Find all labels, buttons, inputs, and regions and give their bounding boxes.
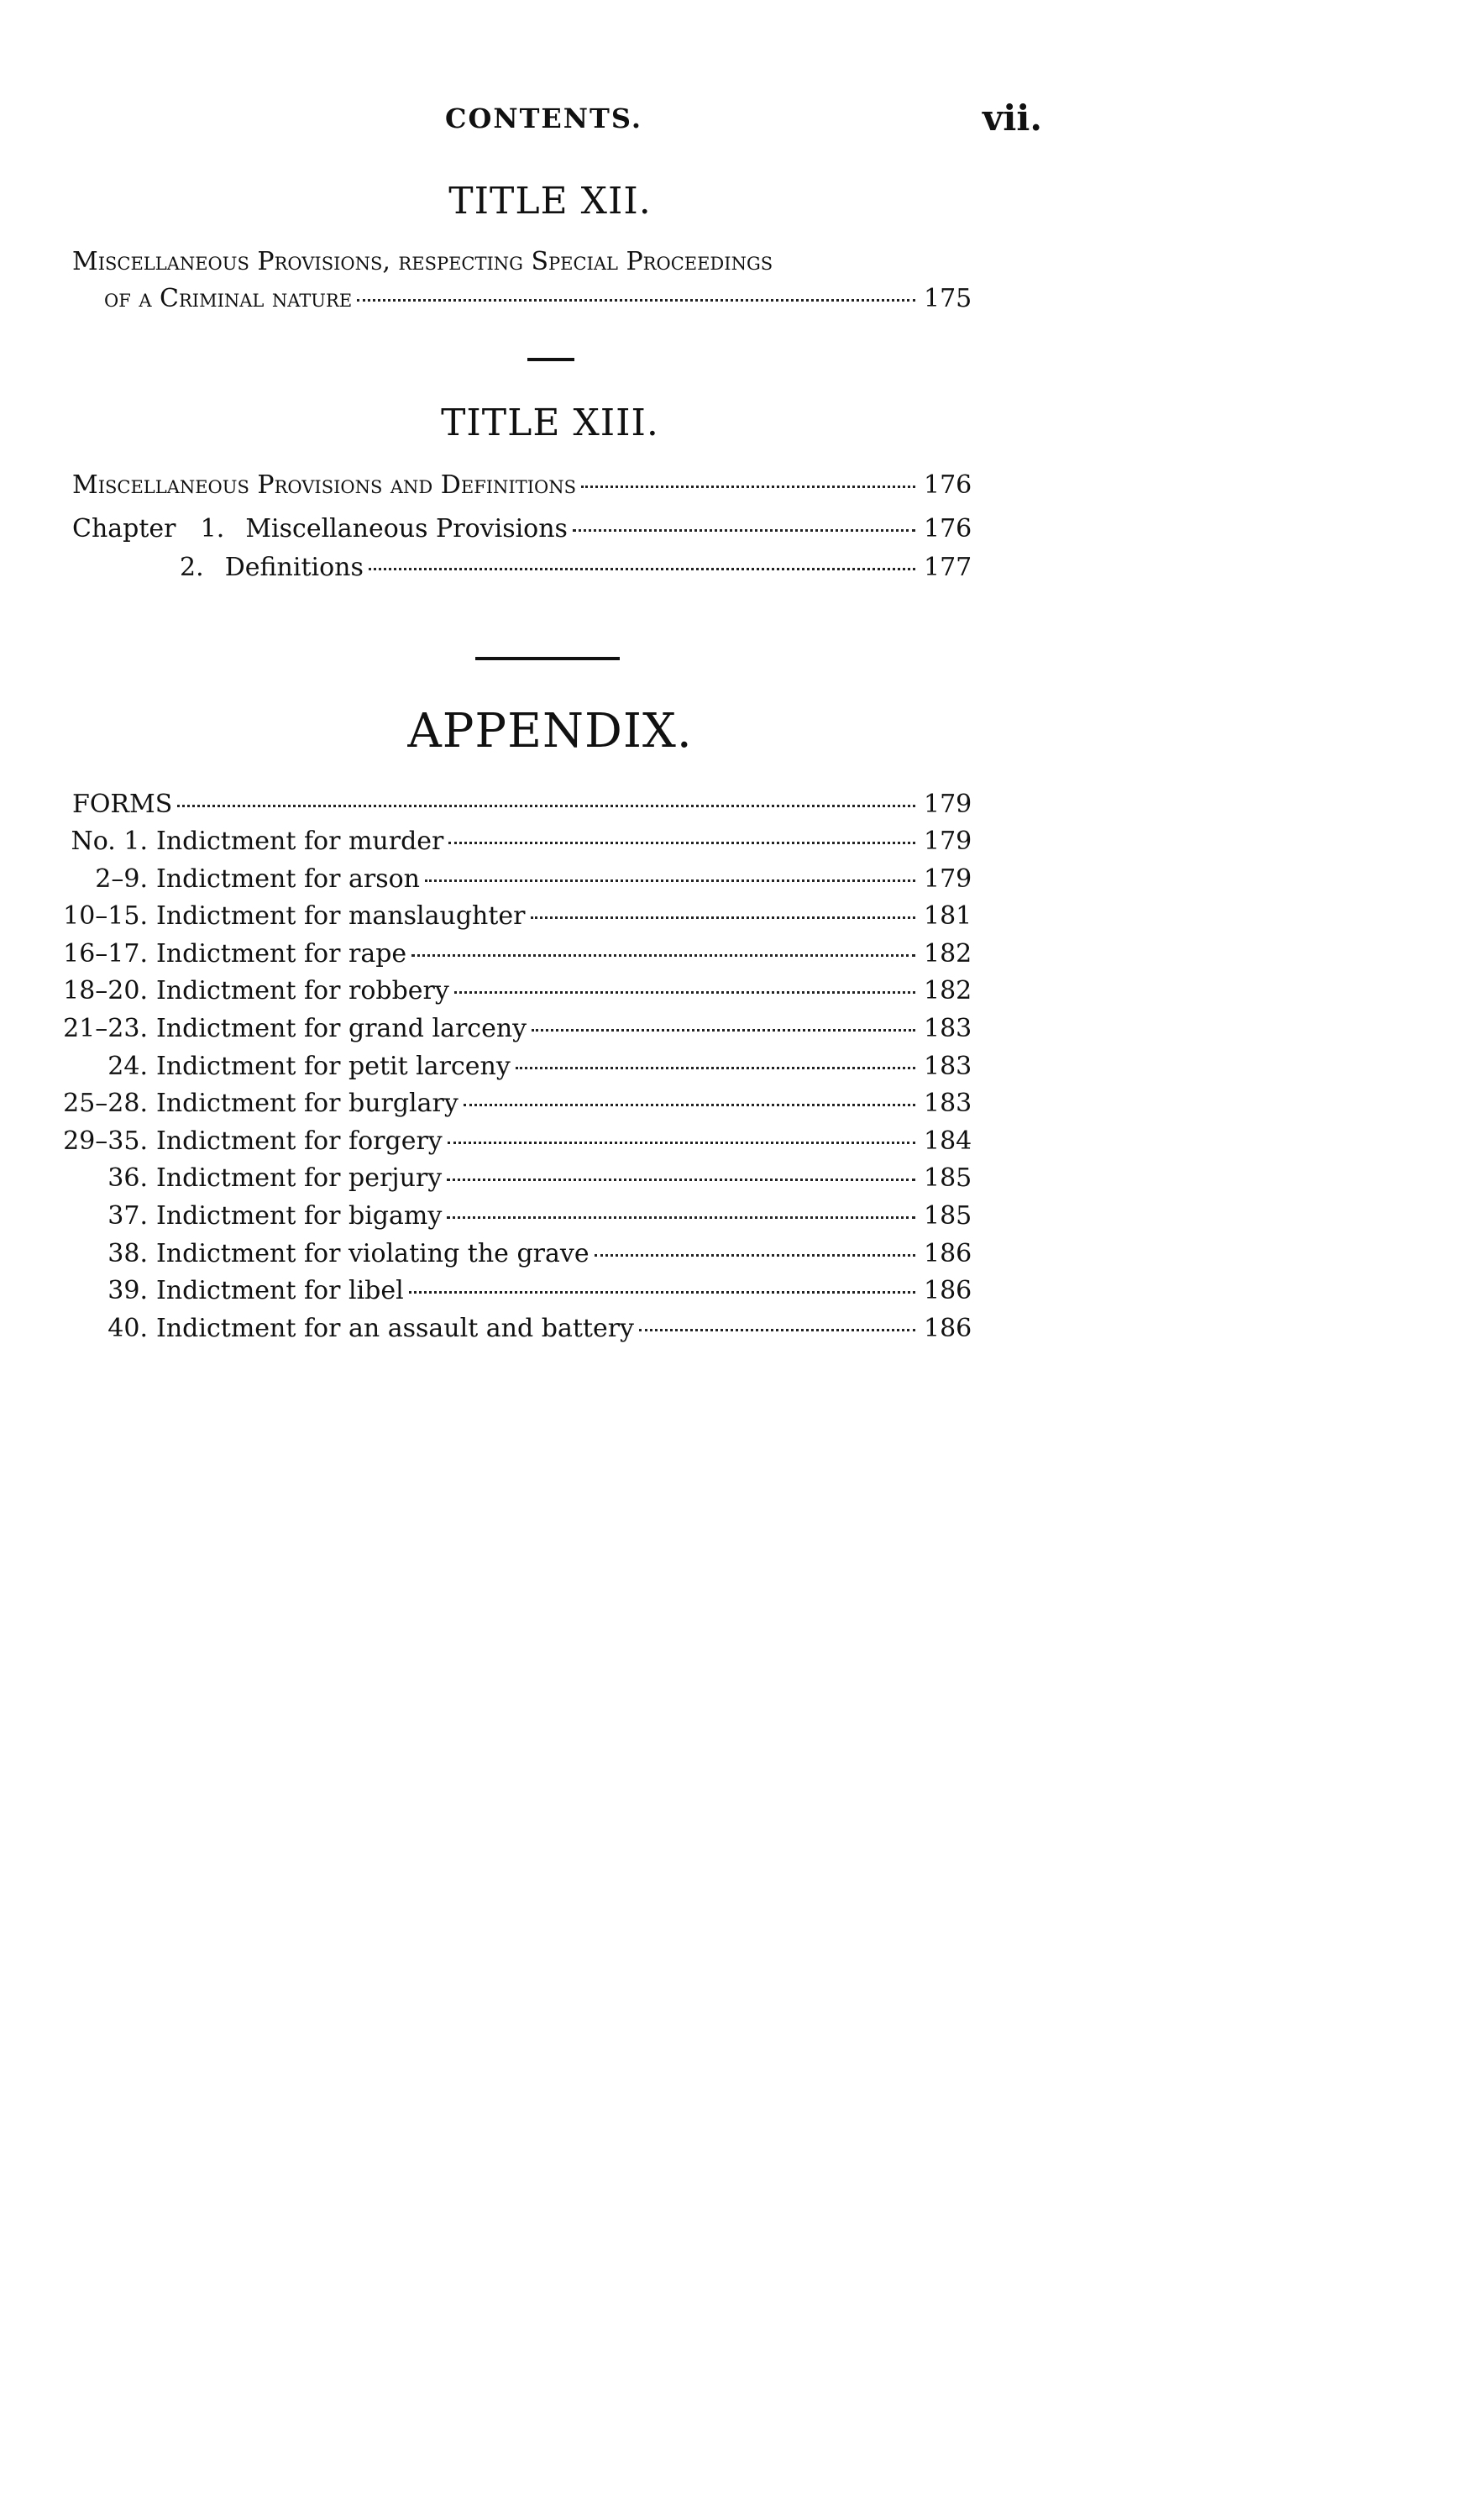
entry-number: 36. [107, 1163, 148, 1193]
title-xiii-heading: TITLE XIII. [441, 402, 659, 444]
toc-entry-page: 182 [924, 976, 972, 1005]
toc-entry-page: 186 [924, 1314, 972, 1343]
toc-entry-label: Indictment for libel [156, 1276, 404, 1305]
dot-leader [177, 805, 915, 807]
toc-entry-label: Indictment for arson [156, 864, 420, 894]
toc-entry-appendix[interactable] [0, 1012, 971, 1046]
entry-number: 40. [107, 1314, 148, 1343]
toc-entry-appendix[interactable] [0, 1312, 971, 1346]
toc-entry-label: Indictment for murder [156, 827, 444, 856]
toc-entry-page: 179 [924, 790, 972, 819]
entry-number: 21–23. [63, 1014, 148, 1043]
dot-leader [448, 842, 915, 844]
toc-entry-page: 177 [924, 553, 972, 582]
toc-entry-appendix[interactable] [0, 1087, 971, 1121]
dot-leader [531, 916, 915, 919]
toc-entry-label: Indictment for petit larceny [156, 1052, 511, 1081]
running-head-title: CONTENTS. [445, 102, 642, 134]
dot-leader [639, 1329, 915, 1331]
toc-entry-title-xiii[interactable] [72, 469, 971, 502]
toc-entry-page: 185 [924, 1163, 972, 1193]
toc-entry-label: Indictment for robbery [156, 976, 449, 1005]
dot-leader [409, 1291, 915, 1294]
toc-entry-page: 183 [924, 1052, 972, 1081]
toc-entry-appendix[interactable] [0, 1274, 971, 1308]
dot-leader [573, 529, 915, 532]
dot-leader [454, 991, 915, 994]
dot-leader [447, 1216, 915, 1219]
toc-entry-appendix[interactable] [0, 1162, 971, 1195]
toc-entry-title-xii[interactable] [104, 282, 971, 316]
entry-number: 24. [107, 1052, 148, 1081]
dot-leader [448, 1142, 915, 1144]
toc-entry-label: Indictment for violating the grave [156, 1239, 590, 1268]
toc-entry-page: 181 [924, 901, 972, 931]
toc-entry-page: 184 [924, 1126, 972, 1156]
toc-entry-label: Definitions [224, 553, 364, 582]
dot-leader [369, 568, 915, 570]
dot-leader [464, 1104, 915, 1106]
toc-entry-label: Indictment for forgery [156, 1126, 443, 1156]
toc-entry-label: Indictment for an assault and battery [156, 1314, 634, 1343]
toc-entry-appendix[interactable] [0, 1200, 971, 1233]
toc-entry-page: 175 [924, 284, 972, 313]
toc-entry-label: Miscellaneous Provisions [245, 514, 568, 543]
appendix-heading: APPENDIX. [407, 704, 693, 759]
toc-entry-appendix[interactable] [0, 937, 971, 971]
entry-number: 18–20. [63, 976, 148, 1005]
toc-entry-page: 176 [924, 470, 972, 500]
entry-number: 10–15. [63, 901, 148, 931]
toc-entry-label: Indictment for perjury [156, 1163, 443, 1193]
entry-number: 39. [107, 1276, 148, 1305]
section-divider-short [527, 358, 574, 361]
dot-leader [595, 1254, 915, 1257]
dot-leader [532, 1029, 915, 1032]
dot-leader [425, 879, 915, 882]
toc-entry-label: Indictment for burglary [156, 1089, 459, 1118]
toc-entry-page: 176 [924, 514, 972, 543]
toc-entry-forms[interactable] [72, 788, 971, 822]
toc-entry-page: 183 [924, 1089, 972, 1118]
toc-entry-page: 183 [924, 1014, 972, 1043]
toc-entry-page: 186 [924, 1239, 972, 1268]
toc-entry-page: 182 [924, 939, 972, 969]
toc-entry-appendix[interactable] [0, 1050, 971, 1084]
toc-entry-label: FORMS [72, 790, 173, 819]
toc-entry-appendix[interactable] [0, 974, 971, 1008]
toc-entry-page: 179 [924, 827, 972, 856]
toc-entry-appendix[interactable] [0, 1237, 971, 1271]
running-head [0, 97, 1483, 144]
title-xii-heading: TITLE XII. [448, 180, 652, 223]
entry-number: 38. [107, 1239, 148, 1268]
entry-number: 25–28. [63, 1089, 148, 1118]
toc-entry-chapter-2[interactable] [180, 551, 971, 585]
title-xii-line1: Miscellaneous Provisions, respecting Special Proceedings [72, 247, 773, 276]
toc-entry-page: 186 [924, 1276, 972, 1305]
dot-leader [447, 1179, 915, 1181]
toc-entry-label: Indictment for manslaughter [156, 901, 526, 931]
chapter-prefix: Chapter [72, 514, 176, 543]
toc-entry-label: of a Criminal nature [104, 284, 353, 313]
chapter-number: 1. [200, 514, 225, 543]
toc-entry-label: Indictment for bigamy [156, 1201, 443, 1231]
chapter-number: 2. [180, 553, 204, 582]
entry-number: 16–17. [63, 939, 148, 969]
dot-leader [581, 486, 915, 488]
entry-number: 29–35. [63, 1126, 148, 1156]
entry-number: 37. [107, 1201, 148, 1231]
dot-leader [357, 299, 915, 302]
dot-leader [516, 1067, 915, 1069]
entry-number: 2–9. [95, 864, 148, 894]
page-number: vii. [983, 97, 1042, 139]
toc-entry-label: Miscellaneous Provisions and Definitions [72, 470, 577, 500]
toc-entry-appendix[interactable] [0, 1125, 971, 1158]
toc-entry-appendix[interactable] [0, 825, 971, 858]
dot-leader [411, 954, 915, 957]
toc-entry-page: 185 [924, 1201, 972, 1231]
toc-entry-label: Indictment for rape [156, 939, 407, 969]
toc-entry-page: 179 [924, 864, 972, 894]
section-divider-long [475, 657, 620, 660]
toc-entry-chapter-1[interactable] [72, 512, 971, 546]
toc-entry-appendix[interactable] [0, 863, 971, 896]
toc-entry-label: Indictment for grand larceny [156, 1014, 527, 1043]
entry-number: No. 1. [71, 827, 148, 856]
toc-entry-appendix[interactable] [0, 900, 971, 933]
